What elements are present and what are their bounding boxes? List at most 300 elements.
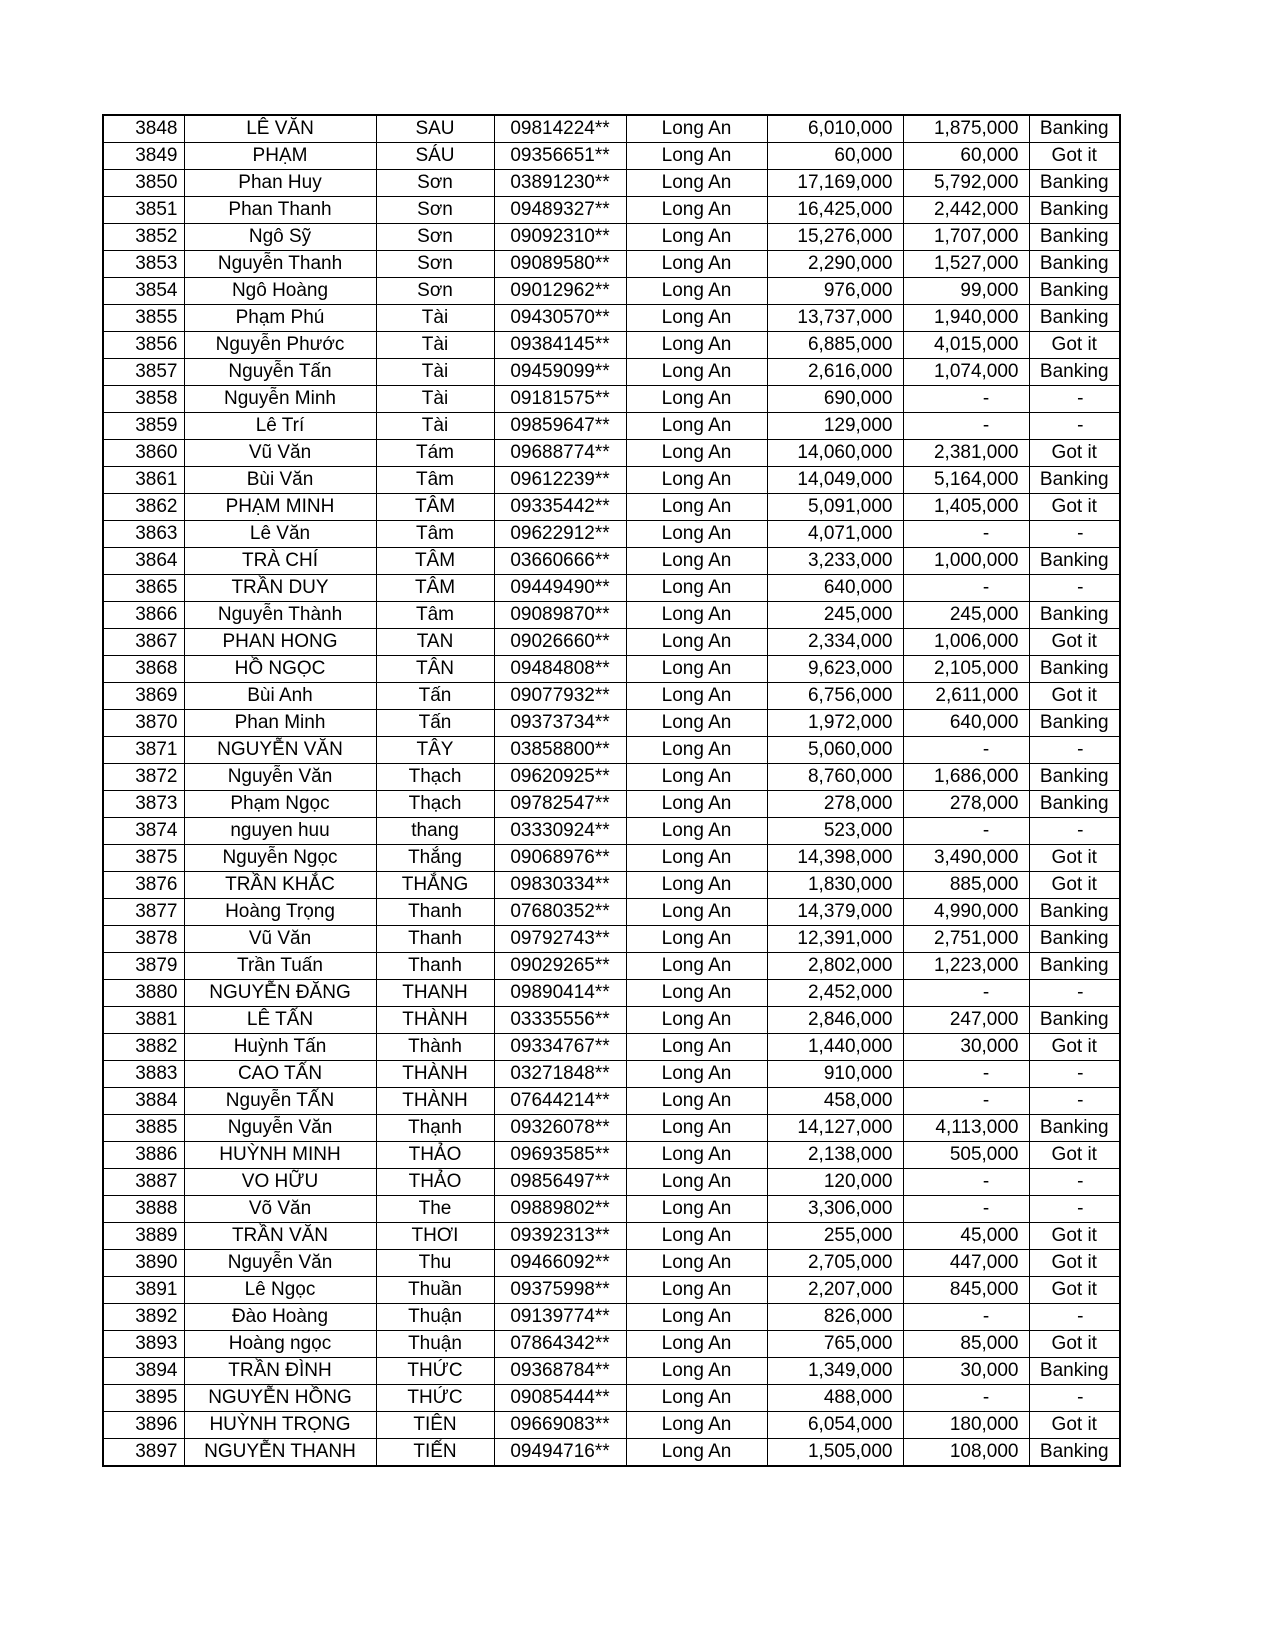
phone-cell: 09012962** <box>494 278 626 305</box>
payment-status-cell: - <box>1029 386 1120 413</box>
table-row <box>103 386 1120 413</box>
payment-status-cell: Got it <box>1029 494 1120 521</box>
last-name-cell: Sơn <box>376 224 494 251</box>
table-row <box>103 1088 1120 1115</box>
phone-cell: 09612239** <box>494 467 626 494</box>
row-number-cell: 3895 <box>103 1385 184 1412</box>
table-row <box>103 980 1120 1007</box>
table-row <box>103 278 1120 305</box>
last-name-cell: Tài <box>376 413 494 440</box>
first-name-cell: Phạm Phú <box>184 305 376 332</box>
province-cell: Long An <box>626 170 767 197</box>
last-name-cell: TÂN <box>376 656 494 683</box>
table-row <box>103 359 1120 386</box>
province-cell: Long An <box>626 143 767 170</box>
table-row <box>103 251 1120 278</box>
amount-paid-cell: 278,000 <box>903 791 1029 818</box>
first-name-cell: NGUYỄN HỒNG <box>184 1385 376 1412</box>
row-number-cell: 3897 <box>103 1439 184 1467</box>
phone-cell: 09068976** <box>494 845 626 872</box>
row-number-cell: 3879 <box>103 953 184 980</box>
province-cell: Long An <box>626 575 767 602</box>
amount-total-cell: 2,207,000 <box>767 1277 903 1304</box>
first-name-cell: Võ Văn <box>184 1196 376 1223</box>
payment-status-cell: Banking <box>1029 764 1120 791</box>
province-cell: Long An <box>626 1142 767 1169</box>
row-number-cell: 3854 <box>103 278 184 305</box>
amount-total-cell: 640,000 <box>767 575 903 602</box>
last-name-cell: Tài <box>376 386 494 413</box>
amount-total-cell: 826,000 <box>767 1304 903 1331</box>
payment-status-cell: Got it <box>1029 1250 1120 1277</box>
phone-cell: 09392313** <box>494 1223 626 1250</box>
amount-paid-cell: - <box>903 575 1029 602</box>
table-body <box>103 115 1120 1466</box>
phone-cell: 09814224** <box>494 115 626 143</box>
amount-total-cell: 2,138,000 <box>767 1142 903 1169</box>
amount-paid-cell: 5,792,000 <box>903 170 1029 197</box>
province-cell: Long An <box>626 521 767 548</box>
table-row <box>103 1358 1120 1385</box>
phone-cell: 09449490** <box>494 575 626 602</box>
payment-status-cell: Banking <box>1029 224 1120 251</box>
payment-status-cell: - <box>1029 521 1120 548</box>
first-name-cell: PHẠM <box>184 143 376 170</box>
amount-paid-cell: 180,000 <box>903 1412 1029 1439</box>
province-cell: Long An <box>626 791 767 818</box>
last-name-cell: TÂM <box>376 548 494 575</box>
amount-paid-cell: 245,000 <box>903 602 1029 629</box>
first-name-cell: Lê Trí <box>184 413 376 440</box>
payment-status-cell: - <box>1029 1169 1120 1196</box>
row-number-cell: 3857 <box>103 359 184 386</box>
amount-paid-cell: 108,000 <box>903 1439 1029 1467</box>
last-name-cell: THẢO <box>376 1169 494 1196</box>
amount-total-cell: 1,972,000 <box>767 710 903 737</box>
last-name-cell: Tâm <box>376 467 494 494</box>
phone-cell: 03271848** <box>494 1061 626 1088</box>
payment-status-cell: Got it <box>1029 1331 1120 1358</box>
row-number-cell: 3871 <box>103 737 184 764</box>
payment-status-cell: Banking <box>1029 548 1120 575</box>
first-name-cell: Nguyễn TẤN <box>184 1088 376 1115</box>
last-name-cell: THỨC <box>376 1358 494 1385</box>
last-name-cell: TÂM <box>376 494 494 521</box>
amount-total-cell: 16,425,000 <box>767 197 903 224</box>
first-name-cell: Phạm Ngọc <box>184 791 376 818</box>
first-name-cell: Nguyễn Văn <box>184 1250 376 1277</box>
amount-paid-cell: - <box>903 1061 1029 1088</box>
amount-total-cell: 1,505,000 <box>767 1439 903 1467</box>
province-cell: Long An <box>626 413 767 440</box>
phone-cell: 09830334** <box>494 872 626 899</box>
province-cell: Long An <box>626 115 767 143</box>
amount-paid-cell: 1,223,000 <box>903 953 1029 980</box>
province-cell: Long An <box>626 602 767 629</box>
amount-total-cell: 6,010,000 <box>767 115 903 143</box>
amount-paid-cell: - <box>903 413 1029 440</box>
amount-total-cell: 5,091,000 <box>767 494 903 521</box>
last-name-cell: Thạnh <box>376 1115 494 1142</box>
last-name-cell: TIẾN <box>376 1439 494 1467</box>
table-row <box>103 872 1120 899</box>
amount-total-cell: 14,127,000 <box>767 1115 903 1142</box>
last-name-cell: Tám <box>376 440 494 467</box>
amount-paid-cell: 3,490,000 <box>903 845 1029 872</box>
phone-cell: 09077932** <box>494 683 626 710</box>
row-number-cell: 3882 <box>103 1034 184 1061</box>
amount-total-cell: 5,060,000 <box>767 737 903 764</box>
row-number-cell: 3881 <box>103 1007 184 1034</box>
table-row <box>103 305 1120 332</box>
table-row <box>103 1007 1120 1034</box>
last-name-cell: Thanh <box>376 953 494 980</box>
first-name-cell: Vũ Văn <box>184 440 376 467</box>
amount-paid-cell: 30,000 <box>903 1034 1029 1061</box>
amount-paid-cell: 1,074,000 <box>903 359 1029 386</box>
amount-paid-cell: 247,000 <box>903 1007 1029 1034</box>
phone-cell: 09334767** <box>494 1034 626 1061</box>
row-number-cell: 3856 <box>103 332 184 359</box>
amount-total-cell: 2,452,000 <box>767 980 903 1007</box>
payment-status-cell: Got it <box>1029 683 1120 710</box>
table-row <box>103 683 1120 710</box>
phone-cell: 09092310** <box>494 224 626 251</box>
province-cell: Long An <box>626 710 767 737</box>
last-name-cell: TIÊN <box>376 1412 494 1439</box>
phone-cell: 09181575** <box>494 386 626 413</box>
row-number-cell: 3851 <box>103 197 184 224</box>
phone-cell: 09326078** <box>494 1115 626 1142</box>
last-name-cell: Thu <box>376 1250 494 1277</box>
phone-cell: 09688774** <box>494 440 626 467</box>
last-name-cell: Tâm <box>376 602 494 629</box>
table-row <box>103 197 1120 224</box>
row-number-cell: 3870 <box>103 710 184 737</box>
payment-status-cell: - <box>1029 1061 1120 1088</box>
row-number-cell: 3848 <box>103 115 184 143</box>
last-name-cell: Tấn <box>376 683 494 710</box>
table-row <box>103 1223 1120 1250</box>
province-cell: Long An <box>626 899 767 926</box>
province-cell: Long An <box>626 278 767 305</box>
province-cell: Long An <box>626 683 767 710</box>
amount-paid-cell: 4,113,000 <box>903 1115 1029 1142</box>
phone-cell: 03335556** <box>494 1007 626 1034</box>
last-name-cell: Sơn <box>376 278 494 305</box>
phone-cell: 03891230** <box>494 170 626 197</box>
amount-paid-cell: 1,000,000 <box>903 548 1029 575</box>
row-number-cell: 3863 <box>103 521 184 548</box>
phone-cell: 07680352** <box>494 899 626 926</box>
row-number-cell: 3889 <box>103 1223 184 1250</box>
row-number-cell: 3884 <box>103 1088 184 1115</box>
table-row <box>103 1115 1120 1142</box>
amount-paid-cell: - <box>903 386 1029 413</box>
province-cell: Long An <box>626 332 767 359</box>
province-cell: Long An <box>626 305 767 332</box>
payment-status-cell: Got it <box>1029 332 1120 359</box>
amount-total-cell: 2,334,000 <box>767 629 903 656</box>
amount-paid-cell: - <box>903 1196 1029 1223</box>
amount-total-cell: 458,000 <box>767 1088 903 1115</box>
table-row <box>103 1385 1120 1412</box>
table-row <box>103 1034 1120 1061</box>
payment-status-cell: Banking <box>1029 170 1120 197</box>
payment-status-cell: Banking <box>1029 359 1120 386</box>
amount-total-cell: 8,760,000 <box>767 764 903 791</box>
last-name-cell: Thuận <box>376 1304 494 1331</box>
last-name-cell: THÀNH <box>376 1061 494 1088</box>
row-number-cell: 3883 <box>103 1061 184 1088</box>
province-cell: Long An <box>626 953 767 980</box>
row-number-cell: 3878 <box>103 926 184 953</box>
phone-cell: 09459099** <box>494 359 626 386</box>
phone-cell: 09368784** <box>494 1358 626 1385</box>
payment-status-cell: Banking <box>1029 899 1120 926</box>
phone-cell: 09889802** <box>494 1196 626 1223</box>
province-cell: Long An <box>626 359 767 386</box>
amount-total-cell: 3,233,000 <box>767 548 903 575</box>
province-cell: Long An <box>626 386 767 413</box>
row-number-cell: 3869 <box>103 683 184 710</box>
payment-status-cell: Banking <box>1029 115 1120 143</box>
last-name-cell: Thanh <box>376 926 494 953</box>
phone-cell: 09466092** <box>494 1250 626 1277</box>
province-cell: Long An <box>626 1439 767 1467</box>
row-number-cell: 3859 <box>103 413 184 440</box>
amount-paid-cell: 85,000 <box>903 1331 1029 1358</box>
amount-total-cell: 2,802,000 <box>767 953 903 980</box>
province-cell: Long An <box>626 656 767 683</box>
amount-total-cell: 3,306,000 <box>767 1196 903 1223</box>
row-number-cell: 3872 <box>103 764 184 791</box>
first-name-cell: TRẦN VĂN <box>184 1223 376 1250</box>
amount-paid-cell: 640,000 <box>903 710 1029 737</box>
last-name-cell: Tài <box>376 359 494 386</box>
first-name-cell: Hoàng Trọng <box>184 899 376 926</box>
amount-paid-cell: 505,000 <box>903 1142 1029 1169</box>
province-cell: Long An <box>626 494 767 521</box>
amount-paid-cell: 1,686,000 <box>903 764 1029 791</box>
payment-status-cell: Banking <box>1029 1358 1120 1385</box>
row-number-cell: 3880 <box>103 980 184 1007</box>
first-name-cell: VO HỮU <box>184 1169 376 1196</box>
first-name-cell: Đào Hoàng <box>184 1304 376 1331</box>
province-cell: Long An <box>626 1277 767 1304</box>
amount-total-cell: 129,000 <box>767 413 903 440</box>
phone-cell: 09494716** <box>494 1439 626 1467</box>
amount-total-cell: 12,391,000 <box>767 926 903 953</box>
table-row <box>103 629 1120 656</box>
table-row <box>103 1061 1120 1088</box>
row-number-cell: 3858 <box>103 386 184 413</box>
amount-paid-cell: 30,000 <box>903 1358 1029 1385</box>
row-number-cell: 3849 <box>103 143 184 170</box>
province-cell: Long An <box>626 1304 767 1331</box>
amount-total-cell: 976,000 <box>767 278 903 305</box>
province-cell: Long An <box>626 764 767 791</box>
table-row <box>103 818 1120 845</box>
first-name-cell: Lê Văn <box>184 521 376 548</box>
table-row <box>103 1169 1120 1196</box>
table-row <box>103 1331 1120 1358</box>
table-row <box>103 926 1120 953</box>
phone-cell: 09792743** <box>494 926 626 953</box>
payment-status-cell: Got it <box>1029 845 1120 872</box>
first-name-cell: CAO TẤN <box>184 1061 376 1088</box>
table-row <box>103 494 1120 521</box>
last-name-cell: Sơn <box>376 170 494 197</box>
province-cell: Long An <box>626 926 767 953</box>
row-number-cell: 3890 <box>103 1250 184 1277</box>
last-name-cell: THẢO <box>376 1142 494 1169</box>
table-row <box>103 575 1120 602</box>
amount-total-cell: 2,616,000 <box>767 359 903 386</box>
amount-total-cell: 6,054,000 <box>767 1412 903 1439</box>
first-name-cell: Ngô Sỹ <box>184 224 376 251</box>
amount-total-cell: 523,000 <box>767 818 903 845</box>
amount-paid-cell: 1,527,000 <box>903 251 1029 278</box>
last-name-cell: THỨC <box>376 1385 494 1412</box>
amount-total-cell: 14,398,000 <box>767 845 903 872</box>
first-name-cell: TRẦN DUY <box>184 575 376 602</box>
first-name-cell: Nguyễn Phước <box>184 332 376 359</box>
row-number-cell: 3892 <box>103 1304 184 1331</box>
last-name-cell: Thạch <box>376 764 494 791</box>
table-row <box>103 602 1120 629</box>
data-table <box>102 114 1121 1467</box>
table-row <box>103 143 1120 170</box>
amount-paid-cell: - <box>903 1304 1029 1331</box>
first-name-cell: HỒ NGỌC <box>184 656 376 683</box>
phone-cell: 09859647** <box>494 413 626 440</box>
amount-total-cell: 120,000 <box>767 1169 903 1196</box>
first-name-cell: Vũ Văn <box>184 926 376 953</box>
payment-status-cell: Banking <box>1029 656 1120 683</box>
first-name-cell: NGUYỄN ĐĂNG <box>184 980 376 1007</box>
payment-status-cell: - <box>1029 980 1120 1007</box>
payment-status-cell: Banking <box>1029 1115 1120 1142</box>
phone-cell: 09890414** <box>494 980 626 1007</box>
payment-status-cell: Got it <box>1029 1277 1120 1304</box>
payment-status-cell: Banking <box>1029 1007 1120 1034</box>
table-row <box>103 224 1120 251</box>
first-name-cell: LÊ VĂN <box>184 115 376 143</box>
row-number-cell: 3887 <box>103 1169 184 1196</box>
province-cell: Long An <box>626 1223 767 1250</box>
amount-paid-cell: 2,381,000 <box>903 440 1029 467</box>
amount-paid-cell: 1,940,000 <box>903 305 1029 332</box>
first-name-cell: Nguyễn Ngọc <box>184 845 376 872</box>
amount-paid-cell: 60,000 <box>903 143 1029 170</box>
row-number-cell: 3852 <box>103 224 184 251</box>
amount-paid-cell: 2,105,000 <box>903 656 1029 683</box>
phone-cell: 09693585** <box>494 1142 626 1169</box>
first-name-cell: Nguyễn Văn <box>184 764 376 791</box>
table-row <box>103 1412 1120 1439</box>
first-name-cell: Hoàng ngọc <box>184 1331 376 1358</box>
row-number-cell: 3874 <box>103 818 184 845</box>
first-name-cell: HUỲNH TRỌNG <box>184 1412 376 1439</box>
table-row <box>103 899 1120 926</box>
payment-status-cell: Banking <box>1029 926 1120 953</box>
row-number-cell: 3860 <box>103 440 184 467</box>
payment-status-cell: - <box>1029 1304 1120 1331</box>
payment-status-cell: - <box>1029 1088 1120 1115</box>
first-name-cell: nguyen huu <box>184 818 376 845</box>
amount-total-cell: 765,000 <box>767 1331 903 1358</box>
table-row <box>103 1250 1120 1277</box>
table-row <box>103 791 1120 818</box>
row-number-cell: 3876 <box>103 872 184 899</box>
province-cell: Long An <box>626 1358 767 1385</box>
table-row <box>103 737 1120 764</box>
province-cell: Long An <box>626 1331 767 1358</box>
last-name-cell: TAN <box>376 629 494 656</box>
amount-paid-cell: 4,015,000 <box>903 332 1029 359</box>
amount-total-cell: 2,846,000 <box>767 1007 903 1034</box>
amount-paid-cell: 99,000 <box>903 278 1029 305</box>
province-cell: Long An <box>626 1412 767 1439</box>
last-name-cell: SÁU <box>376 143 494 170</box>
row-number-cell: 3862 <box>103 494 184 521</box>
last-name-cell: Tài <box>376 305 494 332</box>
province-cell: Long An <box>626 845 767 872</box>
payment-status-cell: - <box>1029 413 1120 440</box>
first-name-cell: Phan Thanh <box>184 197 376 224</box>
amount-paid-cell: 2,442,000 <box>903 197 1029 224</box>
table-row <box>103 548 1120 575</box>
payment-status-cell: Got it <box>1029 1142 1120 1169</box>
phone-cell: 09026660** <box>494 629 626 656</box>
row-number-cell: 3866 <box>103 602 184 629</box>
province-cell: Long An <box>626 629 767 656</box>
first-name-cell: Phan Huy <box>184 170 376 197</box>
payment-status-cell: Got it <box>1029 629 1120 656</box>
payment-status-cell: Banking <box>1029 953 1120 980</box>
amount-total-cell: 1,440,000 <box>767 1034 903 1061</box>
row-number-cell: 3894 <box>103 1358 184 1385</box>
phone-cell: 09489327** <box>494 197 626 224</box>
payment-status-cell: Got it <box>1029 872 1120 899</box>
amount-total-cell: 245,000 <box>767 602 903 629</box>
phone-cell: 09856497** <box>494 1169 626 1196</box>
amount-paid-cell: 4,990,000 <box>903 899 1029 926</box>
amount-paid-cell: 1,006,000 <box>903 629 1029 656</box>
payment-status-cell: Got it <box>1029 1034 1120 1061</box>
amount-total-cell: 13,737,000 <box>767 305 903 332</box>
table-row <box>103 521 1120 548</box>
table-row <box>103 1304 1120 1331</box>
amount-paid-cell: 447,000 <box>903 1250 1029 1277</box>
phone-cell: 09430570** <box>494 305 626 332</box>
payment-status-cell: - <box>1029 818 1120 845</box>
phone-cell: 09089870** <box>494 602 626 629</box>
amount-paid-cell: 1,707,000 <box>903 224 1029 251</box>
table-row <box>103 764 1120 791</box>
table-row <box>103 170 1120 197</box>
amount-total-cell: 14,049,000 <box>767 467 903 494</box>
province-cell: Long An <box>626 251 767 278</box>
amount-total-cell: 1,830,000 <box>767 872 903 899</box>
first-name-cell: TRẦN ĐÌNH <box>184 1358 376 1385</box>
first-name-cell: NGUYỄN VĂN <box>184 737 376 764</box>
last-name-cell: THẮNG <box>376 872 494 899</box>
table-row <box>103 845 1120 872</box>
last-name-cell: Thuần <box>376 1277 494 1304</box>
amount-total-cell: 4,071,000 <box>767 521 903 548</box>
